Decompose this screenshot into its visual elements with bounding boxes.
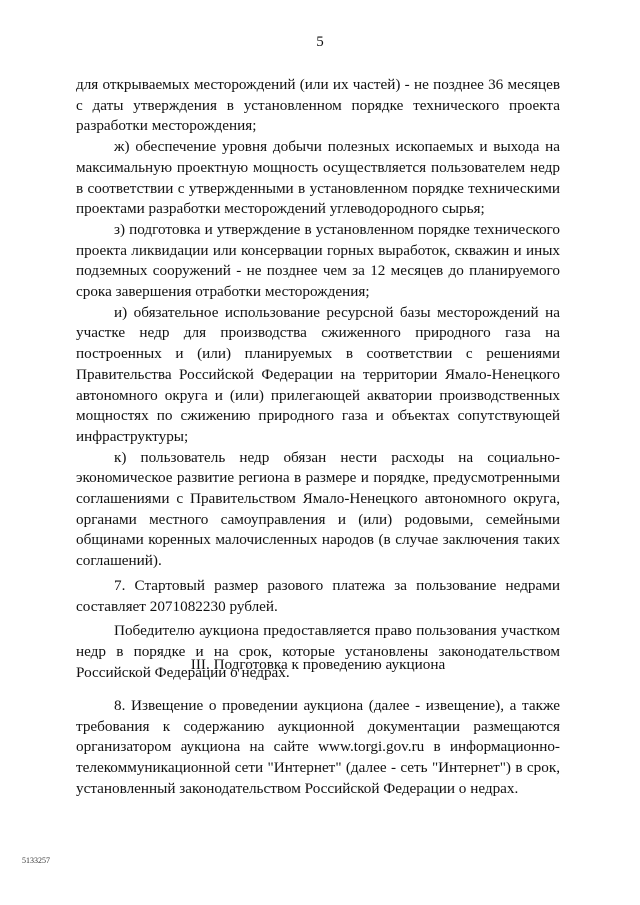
document-code: 5133257 (22, 856, 50, 865)
paragraph-item-i: и) обязательное использование ресурсной базы месторождений на участке недр для производства сжиженного природного газа на построенных и (или) планируемых в соответствии с решениями Правительства Российской Федерации на территории Ямало-Ненецкого автономного округа и (или) прилегающей акватории производственных мощностях по сжижению природного газа и объектах сопутствующей инфраструктуры; (76, 303, 560, 445)
paragraph-item-zh: ж) обеспечение уровня добычи полезных ископаемых и выхода на максимальную проектную мощность осуществляется пользователем недр в соответствии с утвержденными в установленном порядке техническими проектами разработки месторождений углеводородного сырья; (76, 138, 560, 218)
paragraph-item-z: з) подготовка и утверждение в установленном порядке технического проекта ликвидации или консервации горных выработок, скважин и иных подземных сооружений - не позднее чем за 12 месяцев до планируемого срока завершения отработки месторождения; (76, 220, 560, 301)
page-number: 5 (316, 34, 324, 50)
paragraph-auction-notice: 8. Извещение о проведении аукциона (далее - извещение), а также требования к содержанию аукционной документации размещаются организатором аукциона на сайте www.torgi.gov.ru в информационно-телекоммуникационной сети "Интернет" (далее - сеть "Интернет") в срок, установленный законодательством Российской Федерации о недрах. (76, 697, 560, 797)
paragraph-deadline-new-deposits: для открываемых месторождений (или их частей) - не позднее 36 месяцев с даты утверждения в установленном порядке технического проекта разработки месторождения; (76, 76, 560, 135)
document-body (76, 75, 560, 683)
section-title: III. Подготовка к проведению аукциона (190, 656, 446, 673)
paragraph-winner-rights: Победителю аукциона предоставляется право пользования участком недр в порядке и на срок, которые установлены законодательством Российской Федерации о недрах. (76, 622, 560, 681)
section-body (76, 696, 560, 800)
paragraph-starting-payment: 7. Стартовый размер разового платежа за пользование недрами составляет 2071082230 рублей. (76, 576, 560, 615)
paragraph-item-k: к) пользователь недр обязан нести расходы на социально-экономическое развитие региона в размере и порядке, предусмотренными соглашениями с Правительством Ямало-Ненецкого автономного округа, органами местного самоуправления и (или) родовыми, семейными общинами коренных малочисленных народов (в случае заключения таких соглашений). (76, 448, 560, 570)
